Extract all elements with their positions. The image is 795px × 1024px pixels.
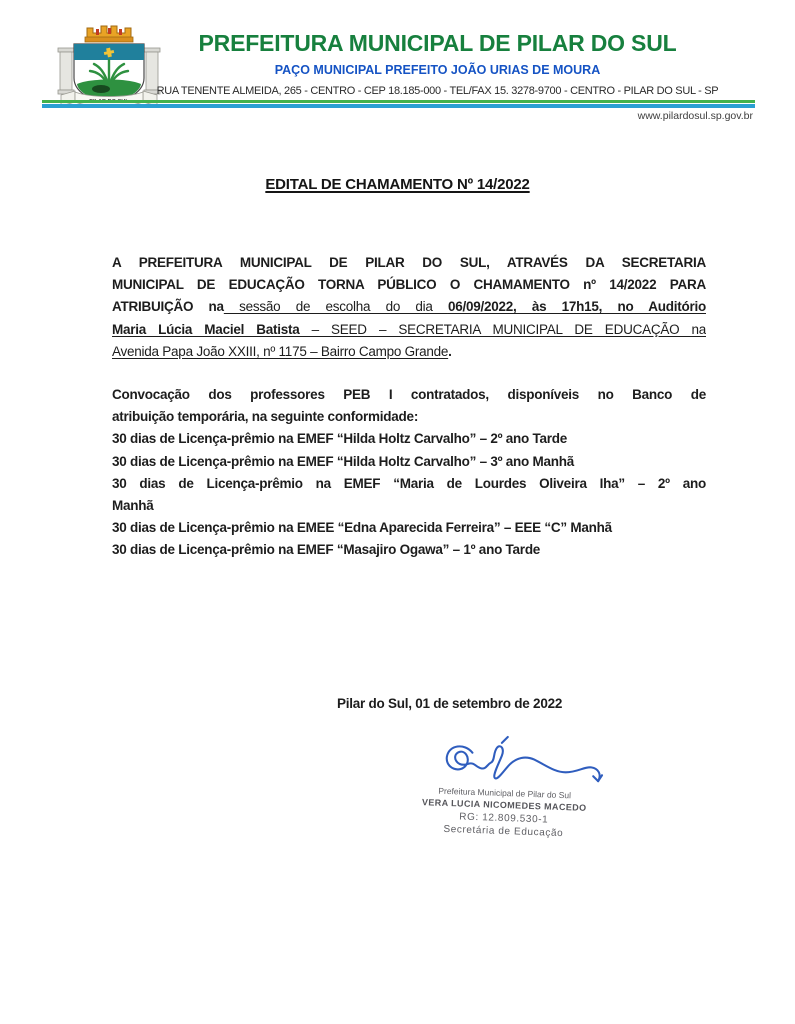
- text-segment: Manhã: [112, 498, 154, 514]
- text-segment: Avenida Papa João XXIII, nº 1175 – Bairro Campo Grande: [112, 343, 449, 359]
- doc-line: [112, 341, 706, 363]
- stamp-line: Prefeitura Municipal de Pilar do Sul: [438, 785, 572, 801]
- doc-line: [112, 252, 706, 274]
- org-subtitle: PAÇO MUNICIPAL PREFEITO JOÃO URIAS DE MOURA: [274, 63, 601, 77]
- convocation-list: [112, 384, 706, 562]
- org-address: RUA TENENTE ALMEIDA, 265 - CENTRO - CEP 18.185-000 - TEL/FAX 15. 3278-9700 - CENTRO - PILAR DO SUL - SP: [156, 85, 719, 97]
- letterhead: [118, 30, 757, 97]
- doc-line: [112, 451, 706, 473]
- header-rules: [42, 100, 755, 108]
- text-segment: Convocação dos professores PEB I contratados, disponíveis no Banco de: [112, 387, 706, 403]
- date-line: Pilar do Sul, 01 de setembro de 2022: [337, 696, 563, 711]
- doc-line: [112, 274, 706, 296]
- doc-line: [112, 406, 706, 428]
- text-segment: – SEED – SECRETARIA MUNICIPAL DE EDUCAÇÃO na: [299, 321, 706, 337]
- document-body: [112, 252, 706, 562]
- signature-stamp: [407, 784, 601, 842]
- text-segment: 30 dias de Licença-prêmio na EMEF “Hilda Holtz Carvalho” – 3º ano Manhã: [112, 453, 575, 469]
- doc-line: [112, 473, 706, 495]
- stamp-line: VERA LUCIA NICOMEDES MACEDO: [421, 797, 587, 813]
- doc-line: [112, 517, 706, 539]
- text-segment: 30 dias de Licença-prêmio na EMEF “Maria de Lourdes Oliveira Iha” – 2º ano: [112, 475, 706, 491]
- text-segment: 30 dias de Licença-prêmio na EMEF “Masajiro Ogawa” – 1º ano Tarde: [112, 542, 541, 558]
- header-rule-blue: [42, 104, 755, 108]
- doc-line: [112, 539, 706, 561]
- doc-line: [112, 384, 706, 406]
- doc-line: [112, 296, 706, 318]
- org-title: PREFEITURA MUNICIPAL DE PILAR DO SUL: [198, 30, 677, 56]
- text-segment: 30 dias de Licença-prêmio na EMEF “Hilda Holtz Carvalho” – 2º ano Tarde: [112, 431, 568, 447]
- signature-scribble-icon: [437, 735, 609, 789]
- pillar-left-icon: [58, 48, 74, 94]
- text-segment: ATRIBUIÇÃO na: [112, 299, 224, 315]
- doc-line: [112, 495, 706, 517]
- text-segment: atribuição temporária, na seguinte conformidade:: [112, 409, 419, 425]
- doc-line: [112, 319, 706, 341]
- document-title: EDITAL DE CHAMAMENTO Nº 14/2022: [265, 176, 530, 193]
- text-segment: Maria Lúcia Maciel Batista: [112, 321, 300, 337]
- stamp-line: RG: 12.809.530-1: [459, 811, 549, 826]
- website-url: www.pilardosul.sp.gov.br: [637, 110, 753, 122]
- opening-paragraph: [112, 252, 706, 363]
- text-segment: .: [448, 343, 452, 359]
- text-segment: 30 dias de Licença-prêmio na EMEE “Edna Aparecida Ferreira” – EEE “C” Manhã: [112, 520, 612, 536]
- doc-line: [112, 428, 706, 450]
- text-segment: MUNICIPAL DE EDUCAÇÃO TORNA PÚBLICO O CHAMAMENTO nº 14/2022 PARA: [112, 277, 706, 293]
- stamp-line: Secretária de Educação: [443, 823, 564, 840]
- text-segment: A PREFEITURA MUNICIPAL DE PILAR DO SUL, ATRAVÉS DA SECRETARIA: [112, 255, 706, 270]
- text-segment: 06/09/2022, às 17h15, no Auditório: [447, 299, 706, 315]
- text-segment: sessão de escolha do dia: [223, 299, 448, 315]
- header-rule-green: [42, 100, 755, 103]
